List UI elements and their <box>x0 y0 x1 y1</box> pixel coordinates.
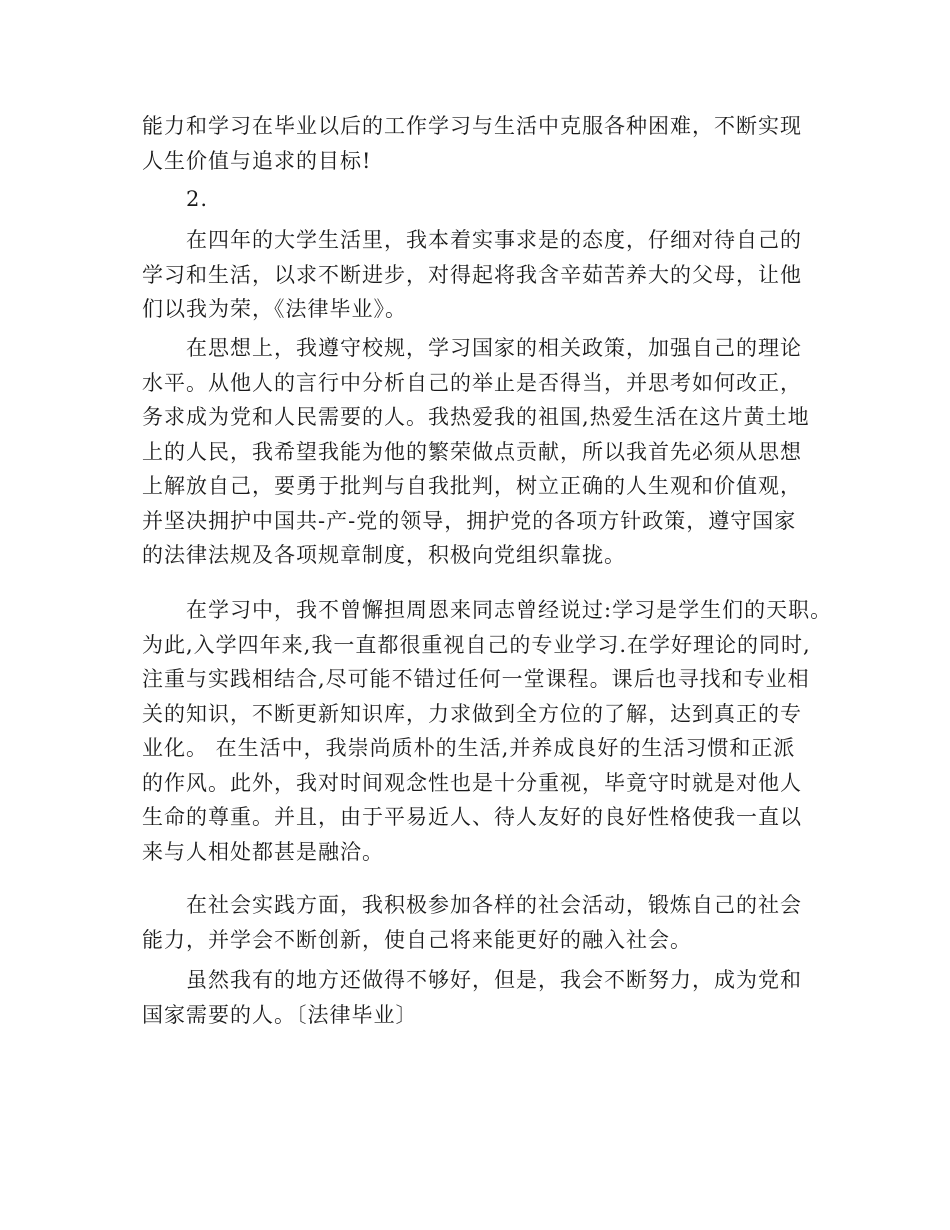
text-line: 并坚决拥护中国共-产-党的领导，拥护党的各项方针政策，遵守国家 <box>142 508 797 533</box>
text-line: 注重与实践相结合,尽可能不错过任何一堂课程。课后也寻找和专业相 <box>142 667 810 691</box>
text-line: 关的知识，不断更新知识库，力求做到全方位的了解，达到真正的专 <box>142 701 802 726</box>
text-line: 在社会实践方面，我积极参加各样的社会活动，锻炼自己的社会 <box>186 893 802 917</box>
text-line: 国家需要的人。〔法律毕业〕 <box>142 1002 418 1027</box>
text-line: 能力，并学会不断创新，使自己将来能更好的融入社会。 <box>142 927 692 952</box>
text-line: 在学习中，我不曾懈担周恩来同志曾经说过:学习是学生们的天职。 <box>186 598 833 622</box>
paragraph-study <box>142 593 833 869</box>
text-line: 学习和生活，以求不断进步，对得起将我含辛茹苦养大的父母，让他 <box>142 262 802 287</box>
text-line: 业化。 在生活中，我崇尚质朴的生活,并养成良好的生活习惯和正派 <box>142 736 796 760</box>
text-line: 上的人民，我希望我能为他的繁荣做点贡献，所以我首先必须从思想 <box>142 439 802 464</box>
text-line: 们以我为荣，《法律毕业》。 <box>142 297 407 321</box>
text-line: 来与人相处都甚是融洽。 <box>142 839 384 864</box>
text-line: 为此,入学四年来,我一直都很重视自己的专业学习.在学好理论的同时, <box>142 632 811 657</box>
text-line: 在思想上，我遵守校规，学习国家的相关政策，加强自己的理论 <box>186 336 802 360</box>
text-line: 务求成为党和人民需要的人。我热爱我的祖国,热爱生活在这片黄土地 <box>142 405 810 429</box>
paragraph-continuation <box>142 109 822 178</box>
text-line: 生命的尊重。并且，由于平易近人、待人友好的良好性格使我一直以 <box>142 805 802 829</box>
text-line: 水平。从他人的言行中分析自己的举止是否得当，并思考如何改正， <box>142 370 802 395</box>
paragraph-conclusion <box>142 963 822 1032</box>
text-line: 上解放自己，要勇于批判与自我批判，树立正确的人生观和价值观， <box>142 474 802 498</box>
paragraph-practice <box>142 888 822 957</box>
section-number: 2. <box>186 187 209 211</box>
text-line: 在四年的大学生活里，我本着实事求是的态度，仔细对待自己的 <box>186 228 802 252</box>
text-line: 人生价值与追求的目标! <box>142 148 372 173</box>
text-line: 虽然我有的地方还做得不够好，但是，我会不断努力，成为党和 <box>186 968 802 992</box>
paragraph-intro <box>142 223 822 327</box>
paragraph-ideology <box>142 331 822 573</box>
text-line: 的法律法规及各项规章制度，积极向党组织靠拢。 <box>142 543 626 567</box>
text-line: 的作风。此外，我对时间观念性也是十分重视，毕竟守时就是对他人 <box>142 770 802 795</box>
paragraph-number <box>142 182 822 217</box>
text-line: 能力和学习在毕业以后的工作学习与生活中克服各种困难，不断实现 <box>142 114 802 138</box>
